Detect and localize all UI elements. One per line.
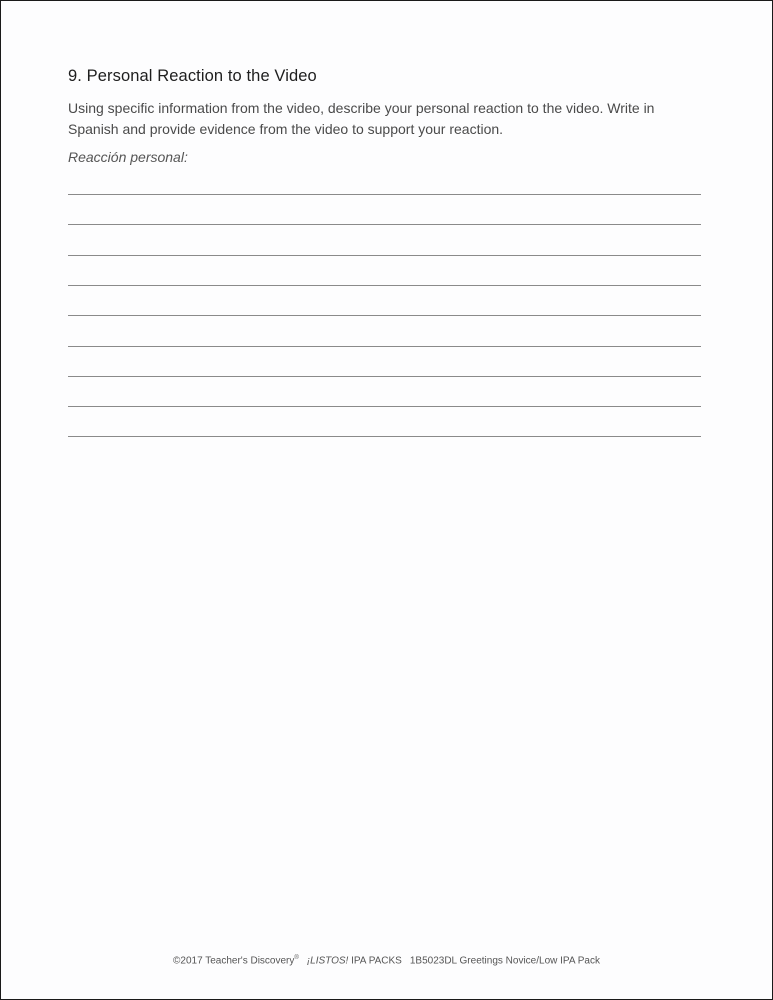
answer-line[interactable] bbox=[68, 194, 701, 195]
answer-line[interactable] bbox=[68, 315, 701, 316]
page-footer bbox=[1, 955, 772, 966]
footer-product-code: 1B5023DL bbox=[409, 955, 457, 967]
answer-line[interactable] bbox=[68, 346, 701, 347]
answer-line[interactable] bbox=[68, 436, 701, 437]
footer-series: IPA PACKS bbox=[351, 955, 402, 967]
answer-line[interactable] bbox=[68, 255, 701, 256]
reaction-prompt-label: Reacción personal: bbox=[68, 149, 188, 165]
answer-line[interactable] bbox=[68, 224, 701, 225]
answer-line[interactable] bbox=[68, 285, 701, 286]
footer-brand: ¡LISTOS! bbox=[306, 955, 349, 967]
answer-line[interactable] bbox=[68, 406, 701, 407]
section-instructions: Using specific information from the video, describe your personal reaction to the video. Write in Spanish and provide evidence from the video to support your reaction. bbox=[68, 100, 655, 137]
footer-product-name: Greetings Novice/Low IPA Pack bbox=[459, 955, 600, 967]
section-title: 9. Personal Reaction to the Video bbox=[68, 67, 317, 85]
footer-registered-mark: ® bbox=[294, 955, 299, 961]
footer-copyright: ©2017 Teacher's Discovery bbox=[173, 955, 295, 967]
answer-line[interactable] bbox=[68, 376, 701, 377]
